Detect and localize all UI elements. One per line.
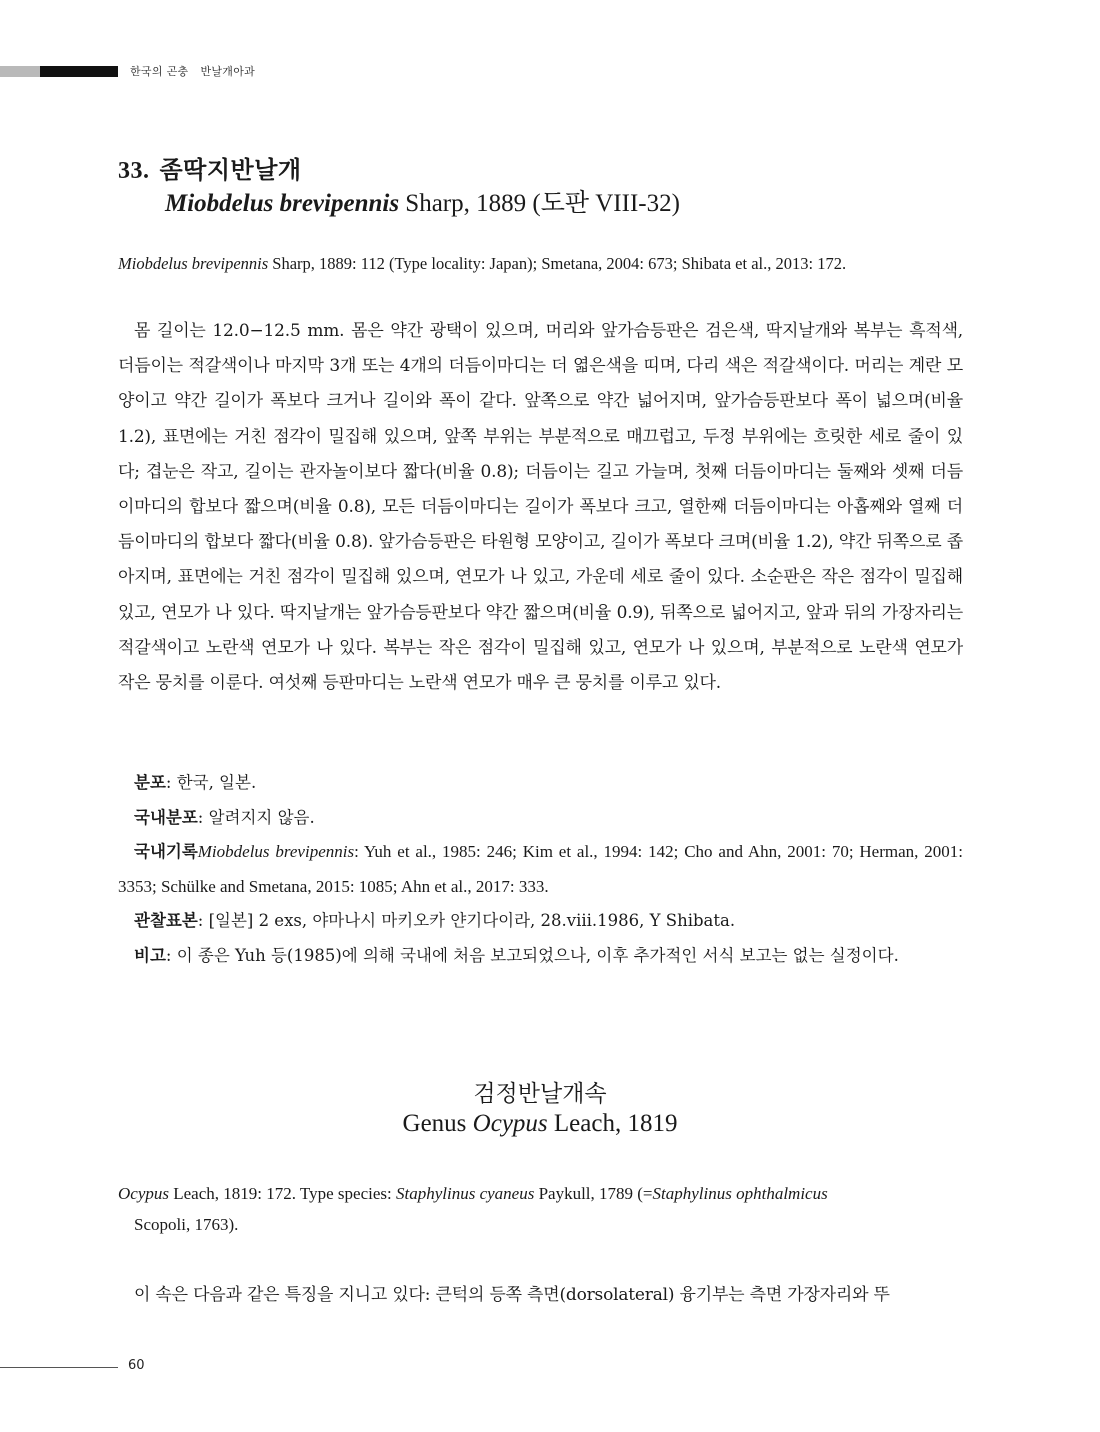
domestic-distribution-line [118, 801, 963, 836]
genus-description: 이 속은 다음과 같은 특징을 지니고 있다: 큰턱의 등쪽 측면(dorsolateral) 융기부는 측면 가장자리와 뚜 [134, 1285, 890, 1305]
records-text: : Yuh et al., 1985: 246; Kim et al., 1994: 142; Cho and Ahn, 2001: 70; Herman, 2001: 3353; Schülke and Smetana, 2015: 1085; Ahn et al., 2017: 333. [118, 842, 963, 896]
genus-label: Genus [402, 1110, 467, 1137]
header-book-title: 한국의 곤충 [130, 65, 189, 78]
species-citation [118, 254, 963, 274]
records-name: Miobdelus brevipennis [197, 842, 355, 861]
species-number: 33. [118, 158, 150, 184]
species-notes [118, 766, 963, 973]
running-header [130, 63, 255, 79]
species-binomial: Miobdelus brevipennis [165, 190, 400, 217]
specimens-label: 관찰표본 [134, 911, 198, 930]
page-number: 60 [128, 1358, 145, 1373]
species-plate-ref: (도판 VIII-32) [532, 190, 680, 217]
header-bar-light [0, 66, 40, 77]
species-author-year: Sharp, 1889 [405, 190, 527, 217]
genus-author-year: Leach, 1819 [553, 1110, 678, 1137]
remarks-text: : 이 종은 Yuh 등(1985)에 의해 국내에 처음 보고되었으나, 이후 추가적인 서식 보고는 없는 실정이다. [165, 945, 899, 965]
genus-cite-text3: Scopoli, 1763). [134, 1215, 239, 1234]
species-scientific-name [165, 183, 680, 219]
domestic-records-line [118, 835, 963, 904]
domestic-text: : 알려지지 않음. [197, 807, 315, 827]
genus-cite-text2: Paykull, 1789 (= [534, 1184, 653, 1203]
species-heading [118, 150, 302, 185]
genus-korean-name: 검정반날개속 [473, 1081, 607, 1107]
remarks-label: 비고 [134, 945, 166, 965]
genus-scientific-name [0, 1110, 1080, 1138]
specimens-line [118, 904, 963, 939]
genus-cite-text1: Leach, 1819: 172. Type species: [168, 1184, 396, 1203]
records-label: 국내기록 [134, 842, 198, 861]
header-section-title: 반날개아과 [200, 65, 256, 78]
distribution-label: 분포 [134, 773, 166, 792]
genus-citation [118, 1178, 963, 1240]
species-description: 몸 길이는 12.0−12.5 mm. 몸은 약간 광택이 있으며, 머리와 앞가슴등판은 검은색, 딱지날개와 복부는 흑적색, 더듬이는 적갈색이나 마지막 3개 또는 4개의 더듬이마디는 더 엷은색을 띠며, 다리 색은 적갈색이다. 머리는 계란 모양이고 약간 길이가 폭보다 크거나 길이와 폭이 같다. 앞쪽으로 약간 넓어지며, 앞가슴등판보다 폭이 넓으며(비율 1.2), 표면에는 거친 점각이 밀집해 있으며, 앞쪽 부위는 부분적으로 매끄럽고, 두정 부위에는 흐릿한 세로 줄이 있다; 겹눈은 작고, 길이는 관자놀이보다 짧다(비율 0.8); 더듬이는 길고 가늘며, 첫째 더듬이마디는 둘째와 셋째 더듬이마디의 합보다 짧으며(비율 0.8), 모든 더듬이마디는 길이가 폭보다 크고, 열한째 더듬이마디는 아홉째와 열째 더듬이마디의 합보다 짧다(비율 0.8). 앞가슴등판은 타원형 모양이고, 길이가 폭보다 크며(비율 1.2), 약간 뒤쪽으로 좁아지며, 표면에는 거친 점각이 밀집해 있으며, 연모가 나 있고, 가운데 세로 줄이 있다. 소순판은 작은 점각이 밀집해 있고, 연모가 나 있다. 딱지날개는 앞가슴등판보다 약간 짧으며(비율 0.9), 뒤쪽으로 넓어지고, 앞과 뒤의 가장자리는 적갈색이고 노란색 연모가 나 있다. 복부는 작은 점각이 밀집해 있고, 연모가 나 있으며, 부분적으로 노란색 연모가 작은 뭉치를 이룬다. 여섯째 등판마디는 노란색 연모가 매우 큰 뭉치를 이루고 있다. [118, 321, 963, 694]
species-korean-name: 좀딱지반날개 [159, 155, 302, 184]
genus-synonym: Staphylinus ophthalmicus [652, 1184, 828, 1203]
remarks-line [118, 939, 963, 974]
specimens-text: : [일본] 2 exs, 야마나시 마키오카 얀기다이라, 28.viii.1986, Y Shibata. [197, 911, 736, 930]
footer-rule [0, 1367, 118, 1368]
citation-text: Sharp, 1889: 112 (Type locality: Japan); Smetana, 2004: 673; Shibata et al., 2013: 172. [268, 254, 847, 273]
citation-name: Miobdelus brevipennis [118, 254, 269, 273]
genus-name: Ocypus [472, 1110, 548, 1137]
distribution-text: : 한국, 일본. [165, 773, 257, 792]
genus-cite-name: Ocypus [118, 1184, 169, 1203]
distribution-line [118, 766, 963, 801]
genus-type-species: Staphylinus cyaneus [395, 1184, 535, 1203]
header-bar-dark [40, 66, 118, 77]
domestic-label: 국내분포 [134, 807, 198, 827]
